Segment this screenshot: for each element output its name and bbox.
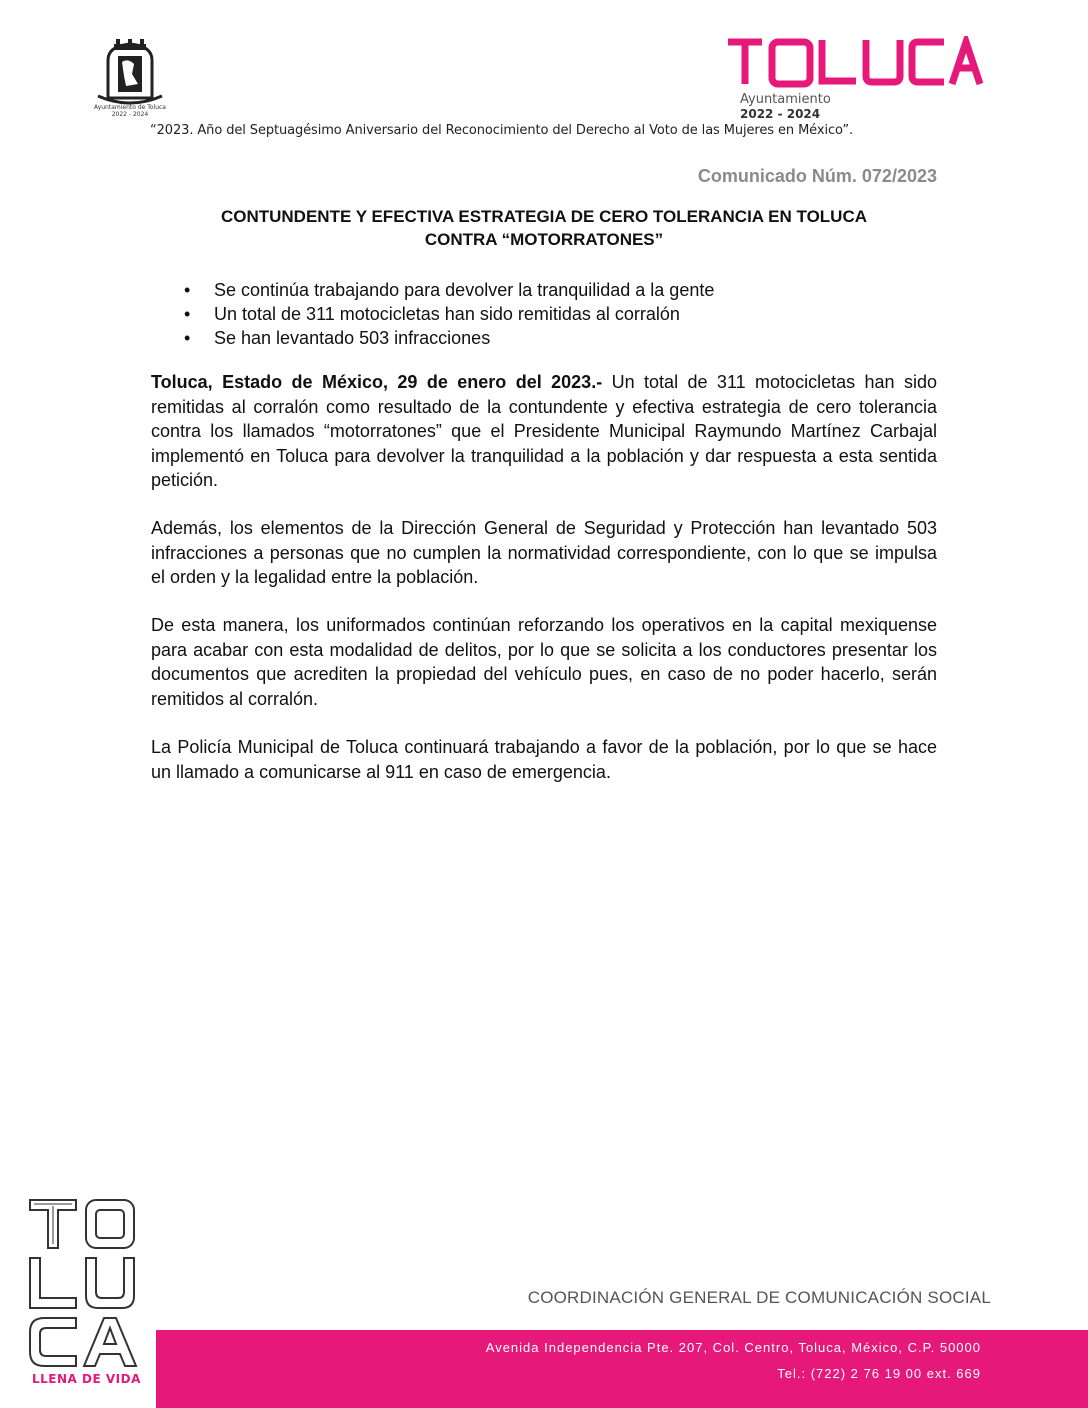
highlights-list [150,278,930,350]
headline [150,205,938,251]
list-item: • Se han levantado 503 infracciones [150,326,930,350]
slogan-word-3: VIDA [105,1372,141,1386]
seal-caption-line2: 2022 - 2024 [111,111,149,118]
year-motto: “2023. Año del Septuagésimo Aniversario del Reconocimiento del Derecho al Voto de las Mujeres en México”. [150,123,854,138]
list-item: • Se continúa trabajando para devolver la tranquilidad a la gente [150,278,930,302]
list-item: • Un total de 311 motocicletas han sido remitidas al corralón [150,302,930,326]
footer-address: Avenida Independencia Pte. 207, Col. Centro, Toluca, México, C.P. 50000 [485,1340,981,1355]
paragraph-2: Además, los elementos de la Dirección General de Seguridad y Protección han levantado 503 infracciones a personas que no cumplen la normatividad correspondiente, con lo que se impulsa el orden y la legalidad entre la población. [151,518,937,587]
seal-caption [84,104,176,118]
logo-subtitle: Ayuntamiento [740,92,831,107]
headline-line1: CONTUNDENTE Y EFECTIVA ESTRATEGIA DE CERO TOLERANCIA EN TOLUCA [220,207,868,226]
bulletin-number: Comunicado Núm. 072/2023 [697,166,937,186]
toluca-outline-logo [26,1196,138,1370]
paragraph-4: La Policía Municipal de Toluca continuará trabajando a favor de la población, por lo que se hace un llamado a comunicarse al 911 en caso de emergencia. [151,737,937,782]
slogan-word-2: DE [82,1372,102,1386]
slogan [32,1372,141,1386]
paragraph-1-body: Un total de 311 motocicletas han sido remitidas al corralón como resultado de la contundente y efectiva estrategia de cero tolerancia contra los llamados “motorratones” que el Presidente Municipal Raymundo Martínez Carbajal implementó en Toluca para devolver la tranquilidad a la población y dar respuesta a esta sentida petición. [151,372,937,490]
paragraph-3: De esta manera, los uniformados continúan reforzando los operativos en la capital mexiquense para acabar con esta modalidad de delitos, por lo que se solicita a los conductores presentar los documentos que acrediten la propiedad del vehículo pues, en caso de no poder hacerlo, serán remitidos al corralón. [151,615,937,709]
paragraph-1 [151,370,937,493]
logo-years: 2022 - 2024 [740,107,821,121]
headline-line2: CONTRA “MOTORRATONES” [424,230,664,249]
slogan-word-1: LLENA [32,1372,78,1386]
seal-caption-line1: Ayuntamiento de Toluca [94,104,166,111]
dateline: Toluca, Estado de México, 29 de enero del 2023.- [151,372,603,392]
toluca-logo [722,36,984,88]
footer-phone: Tel.: (722) 2 76 19 00 ext. 669 [777,1366,981,1381]
coordination-label: COORDINACIÓN GENERAL DE COMUNICACIÓN SOCIAL [527,1288,991,1307]
